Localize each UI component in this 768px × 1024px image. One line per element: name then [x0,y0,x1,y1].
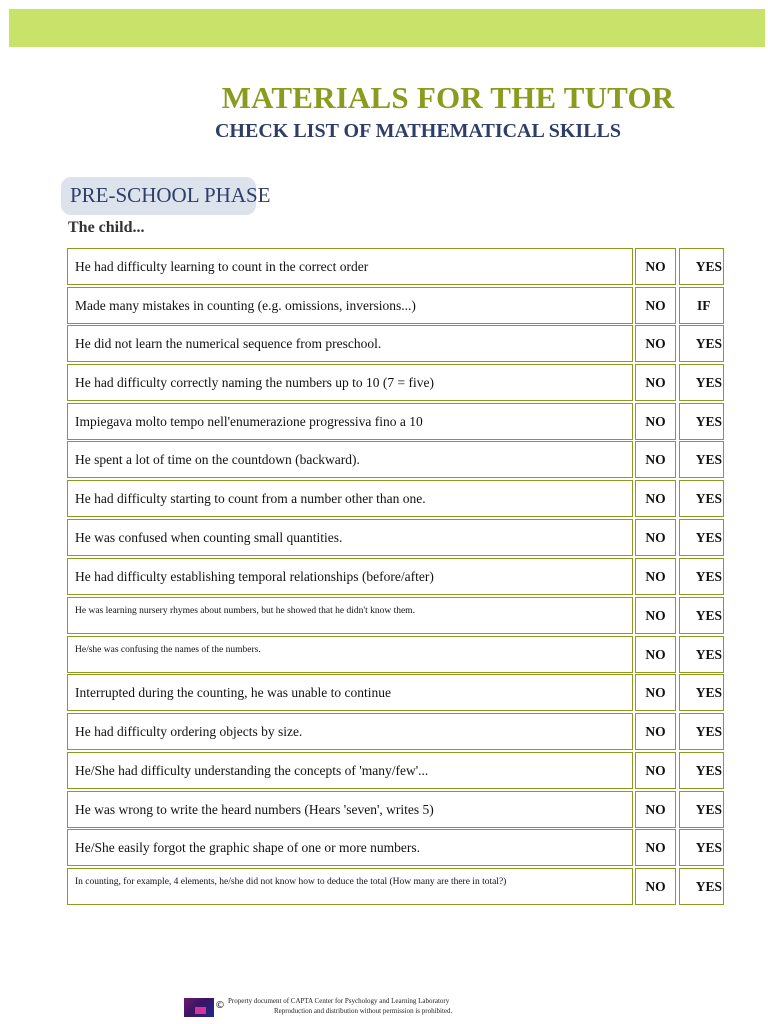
footer [184,997,484,1019]
no-option[interactable]: NO [635,597,676,634]
checklist-row [0,441,768,478]
no-option[interactable]: NO [635,248,676,285]
checklist-row [0,558,768,595]
yes-option[interactable]: YES [679,597,724,634]
checklist-row [0,713,768,750]
checklist-row [0,829,768,866]
yes-option[interactable]: YES [679,364,724,401]
checklist-question: Made many mistakes in counting (e.g. omissions, inversions...) [67,287,633,324]
checklist-question: He spent a lot of time on the countdown (backward). [67,441,633,478]
checklist-question: He had difficulty learning to count in the correct order [67,248,633,285]
no-option[interactable]: NO [635,636,676,673]
no-option[interactable]: NO [635,403,676,440]
no-option[interactable]: NO [635,674,676,711]
checklist-question: He/She had difficulty understanding the concepts of 'many/few'... [67,752,633,789]
yes-option[interactable]: YES [679,325,724,362]
checklist-question: Interrupted during the counting, he was unable to continue [67,674,633,711]
no-option[interactable]: NO [635,791,676,828]
checklist-row [0,480,768,517]
checklist-question: He/she was confusing the names of the numbers. [67,636,633,673]
yes-option[interactable]: YES [679,558,724,595]
yes-option[interactable]: YES [679,480,724,517]
checklist-question: He had difficulty establishing temporal relationships (before/after) [67,558,633,595]
footer-rights-note: Reproduction and distribution without permission is prohibited. [274,1007,453,1015]
yes-option[interactable]: YES [679,519,724,556]
checklist-question: In counting, for example, 4 elements, he/she did not know how to deduce the total (How many are there in total?) [67,868,633,905]
checklist-row [0,325,768,362]
checklist-row [0,752,768,789]
no-option[interactable]: NO [635,364,676,401]
yes-option[interactable]: YES [679,829,724,866]
no-option[interactable]: NO [635,752,676,789]
footer-property-note: Property document of CAPTA Center for Psychology and Learning Laboratory [228,997,450,1005]
no-option[interactable]: NO [635,713,676,750]
capta-logo-icon [184,998,214,1017]
phase-label: PRE-SCHOOL PHASE [70,183,271,207]
yes-option[interactable]: YES [679,636,724,673]
page-subtitle: CHECK LIST OF MATHEMATICAL SKILLS [214,120,621,142]
no-option[interactable]: NO [635,441,676,478]
yes-option[interactable]: YES [679,403,724,440]
page-title: MATERIALS FOR THE TUTOR [221,80,675,115]
no-option[interactable]: NO [635,558,676,595]
checklist-row [0,403,768,440]
checklist-row [0,287,768,324]
no-option[interactable]: NO [635,325,676,362]
no-option[interactable]: NO [635,480,676,517]
checklist-row [0,597,768,634]
yes-option[interactable]: YES [679,674,724,711]
checklist-row [0,248,768,285]
no-option[interactable]: NO [635,829,676,866]
checklist-question: He was confused when counting small quantities. [67,519,633,556]
yes-option[interactable]: YES [679,713,724,750]
yes-option[interactable]: YES [679,441,724,478]
checklist-question: He/She easily forgot the graphic shape of one or more numbers. [67,829,633,866]
yes-option[interactable]: YES [679,868,724,905]
yes-option[interactable]: YES [679,248,724,285]
checklist-row [0,674,768,711]
no-option[interactable]: NO [635,519,676,556]
checklist-lead: The child... [68,219,145,236]
checklist-question: He had difficulty ordering objects by size. [67,713,633,750]
checklist-question: Impiegava molto tempo nell'enumerazione progressiva fino a 10 [67,403,633,440]
checklist-question: He had difficulty correctly naming the numbers up to 10 (7 = five) [67,364,633,401]
checklist-question: He did not learn the numerical sequence from preschool. [67,325,633,362]
yes-option[interactable]: IF [679,287,724,324]
checklist-question: He was wrong to write the heard numbers (Hears 'seven', writes 5) [67,791,633,828]
checklist-row [0,364,768,401]
yes-option[interactable]: YES [679,791,724,828]
yes-option[interactable]: YES [679,752,724,789]
checklist-row [0,791,768,828]
checklist-row [0,636,768,673]
no-option[interactable]: NO [635,287,676,324]
checklist-row [0,519,768,556]
no-option[interactable]: NO [635,868,676,905]
checklist-question: He had difficulty starting to count from a number other than one. [67,480,633,517]
checklist-question: He was learning nursery rhymes about numbers, but he showed that he didn't know them. [67,597,633,634]
copyright-icon: © [215,1000,225,1011]
checklist-row [0,868,768,905]
top-color-band [9,9,765,47]
